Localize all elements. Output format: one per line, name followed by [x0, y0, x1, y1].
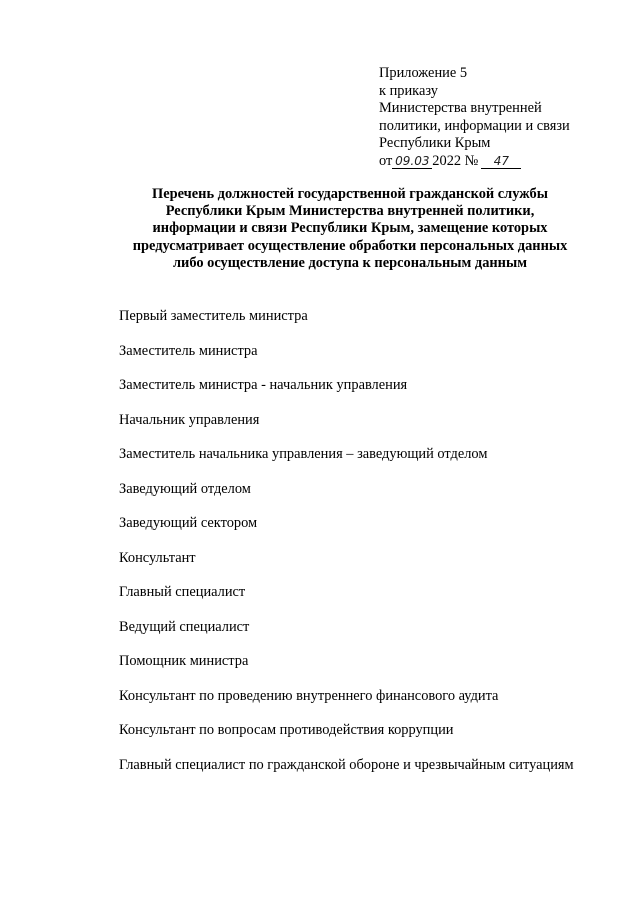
position-item: Заведующий сектором: [119, 515, 258, 531]
position-item: Консультант: [119, 550, 196, 566]
position-item: Начальник управления: [119, 412, 260, 428]
appendix-ministry-cont: политики, информации и связи: [379, 117, 570, 134]
order-date-line: [379, 153, 609, 171]
position-item: Консультант по вопросам противодействия коррупции: [119, 722, 454, 738]
appendix-ministry: Министерства внутренней: [379, 100, 542, 117]
position-item: Заместитель министра: [119, 343, 258, 359]
order-year: 2022 №: [432, 152, 479, 169]
title-line: Перечень должностей государственной гражданской службы: [152, 186, 548, 202]
title-line: либо осуществление доступа к персональным данным: [172, 254, 528, 271]
document-title: [100, 186, 600, 272]
appendix-order-ref: к приказу: [379, 82, 438, 99]
handwritten-date: 09.03: [392, 155, 432, 169]
position-item: Помощник министра: [119, 653, 249, 669]
title-line: Республики Крым Министерства внутренней политики,: [165, 203, 535, 220]
title-line: информации и связи Республики Крым, замещение которых: [152, 220, 548, 237]
appendix-number: Приложение 5: [379, 65, 468, 81]
position-item: Заместитель министра - начальник управления: [119, 377, 408, 393]
position-item: Главный специалист по гражданской обороне и чрезвычайным ситуациям: [119, 757, 574, 773]
position-item: Заместитель начальника управления – заведующий отделом: [119, 446, 488, 462]
appendix-header: [379, 65, 609, 171]
order-from-label: от: [379, 152, 393, 169]
position-item: Заведующий отделом: [119, 481, 251, 497]
position-item: Первый заместитель министра: [119, 308, 308, 324]
position-item: Консультант по проведению внутреннего финансового аудита: [119, 688, 499, 704]
title-line: предусматривает осуществление обработки персональных данных: [132, 237, 568, 254]
handwritten-order-number: 47: [481, 155, 521, 169]
appendix-republic: Республики Крым: [379, 135, 491, 152]
position-item: Главный специалист: [119, 584, 246, 600]
position-item: Ведущий специалист: [119, 619, 250, 635]
